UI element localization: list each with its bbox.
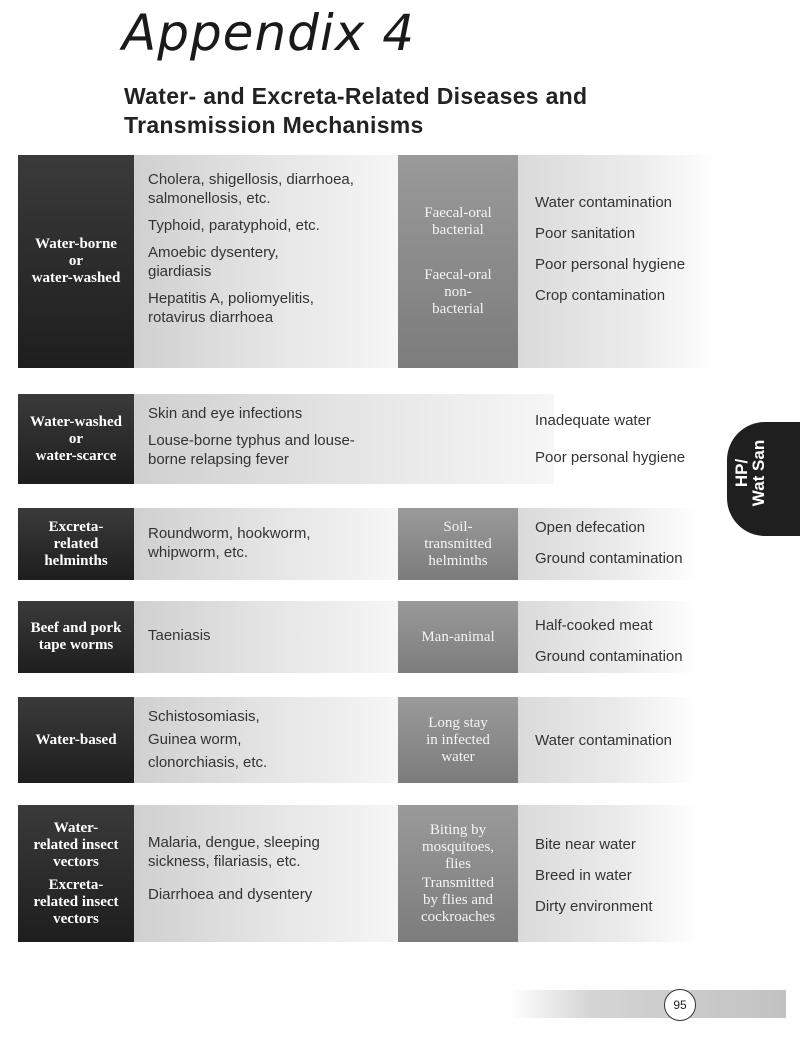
diseases-row-2	[148, 404, 378, 477]
mechanism-item: Inadequate water	[535, 412, 651, 429]
category-line: vectors	[53, 910, 99, 927]
mechanism-item: Open defecation	[535, 519, 646, 536]
category-line: Water-based	[35, 731, 117, 748]
mechanisms-row-6	[535, 835, 653, 928]
disease-item: Diarrhoea and dysentery	[148, 886, 313, 903]
mechanism-item: Water contamination	[535, 732, 673, 749]
side-tab-line-1: HP/	[732, 458, 751, 488]
category-line: Water-borne	[35, 236, 117, 252]
mechanism-item: Poor personal hygiene	[535, 449, 686, 466]
transmission-line: flies	[445, 855, 471, 872]
mechanism-item: Ground contamination	[535, 550, 683, 567]
disease-item: Cholera, shigellosis, diarrhoea, salmonellosis, etc.	[148, 171, 354, 207]
category-water-related-insect-vectors	[33, 820, 118, 871]
mechanism-item: Dirty environment	[535, 898, 653, 915]
mechanism-item: Breed in water	[535, 867, 632, 884]
category-line: related insect	[33, 893, 119, 910]
category-water-washed	[18, 394, 134, 484]
transmission-line: water	[441, 748, 475, 765]
category-line: water-washed	[31, 270, 121, 286]
mechanisms-row-3	[535, 518, 683, 580]
page-subtitle	[124, 82, 587, 140]
diseases-row-6	[148, 833, 348, 912]
transmission-line: mosquitoes,	[421, 838, 495, 855]
mechanism-item: Water contamination	[535, 194, 673, 211]
mechanism-item: Poor personal hygiene	[535, 256, 686, 273]
disease-item: clonorchiasis, etc.	[148, 754, 268, 771]
diseases-row-4	[148, 626, 211, 653]
transmission-insects	[398, 805, 518, 942]
disease-item: Guinea worm,	[148, 731, 242, 748]
disease-item: Skin and eye infections	[148, 405, 303, 422]
transmission-line: cockroaches	[420, 908, 496, 925]
side-tab-label	[733, 423, 767, 523]
disease-item: Taeniasis	[148, 627, 211, 644]
transmission-line: transmitted	[424, 535, 492, 552]
transmission-line: Transmitted	[422, 874, 494, 891]
disease-item: Typhoid, paratyphoid, etc.	[148, 217, 320, 234]
disease-item: Roundworm, hookworm, whipworm, etc.	[148, 525, 311, 561]
transmission-line: Long stay	[428, 714, 488, 731]
transmission-line: Soil-	[443, 518, 473, 535]
category-line: or	[68, 430, 84, 447]
transmission-long-stay	[398, 697, 518, 783]
category-line: related insect	[33, 836, 119, 853]
category-line: Excreta-	[48, 518, 104, 535]
transmission-line: Faecal-oral	[424, 267, 492, 283]
category-water-based	[18, 697, 134, 783]
mechanism-item: Poor sanitation	[535, 225, 636, 242]
transmission-line: bacterial	[432, 222, 484, 238]
category-excreta-helminths	[18, 508, 134, 580]
mechanisms-row-2	[535, 411, 685, 479]
transmission-line: helminths	[428, 552, 488, 569]
transmission-line: non-	[444, 284, 472, 300]
diseases-row-5	[148, 707, 267, 780]
category-line: vectors	[53, 853, 99, 870]
category-line: water-scarce	[35, 447, 117, 464]
mechanism-item: Half-cooked meat	[535, 617, 653, 634]
category-line: Excreta-	[48, 876, 104, 893]
disease-item: Louse-borne typhus and louse-borne relapsing fever	[148, 432, 355, 468]
disease-item: Schistosomiasis,	[148, 708, 260, 725]
transmission-faecal-oral	[398, 155, 518, 368]
category-line: related	[53, 535, 99, 552]
category-line: helminths	[44, 552, 108, 569]
disease-item: Malaria, dengue, sleeping sickness, filariasis, etc.	[148, 834, 320, 870]
category-water-borne	[18, 155, 134, 368]
appendix-title: Appendix 4	[122, 4, 416, 62]
category-excreta-related-insect-vectors	[33, 877, 118, 928]
transmission-faecal-oral-bacterial	[424, 205, 491, 239]
transmission-line: in infected	[426, 731, 490, 748]
category-line: Water-	[53, 819, 99, 836]
category-line: or	[68, 253, 84, 269]
mechanisms-row-4	[535, 616, 683, 678]
transmission-line: by flies and	[423, 891, 493, 908]
diseases-row-3	[148, 524, 348, 570]
mechanism-item: Crop contamination	[535, 287, 666, 304]
category-tape-worms	[18, 601, 134, 673]
footer-bar	[510, 990, 786, 1018]
transmission-soil	[398, 508, 518, 580]
category-line: tape worms	[38, 637, 114, 653]
mechanisms-row-5	[535, 731, 672, 762]
disease-item: Amoebic dysentery, giardiasis	[148, 244, 279, 280]
disease-item: Hepatitis A, poliomyelitis, rotavirus diarrhoea	[148, 290, 314, 326]
diseases-row-1	[148, 170, 388, 335]
transmission-line: Man-animal	[421, 628, 495, 645]
category-line: Water-washed	[30, 413, 122, 430]
mechanism-item: Ground contamination	[535, 648, 683, 665]
mechanism-item: Bite near water	[535, 836, 636, 853]
transmission-faecal-oral-non-bacterial	[424, 267, 491, 318]
category-line: Beef and pork	[30, 620, 122, 636]
subtitle-line-1: Water- and Excreta-Related Diseases and	[124, 83, 588, 109]
transmission-line: bacterial	[432, 301, 484, 317]
transmission-line: Biting by	[429, 821, 487, 838]
subtitle-line-2: Transmission Mechanisms	[124, 112, 424, 138]
page-number: 95	[664, 989, 696, 1021]
transmission-line: Faecal-oral	[424, 205, 492, 221]
transmission-biting	[422, 822, 494, 873]
mechanisms-row-1	[535, 193, 685, 317]
transmission-man-animal	[398, 601, 518, 673]
category-insect-vectors	[18, 805, 134, 942]
side-tab-line-2: Wat San	[749, 439, 768, 507]
transmission-flies-cockroaches	[421, 875, 495, 926]
